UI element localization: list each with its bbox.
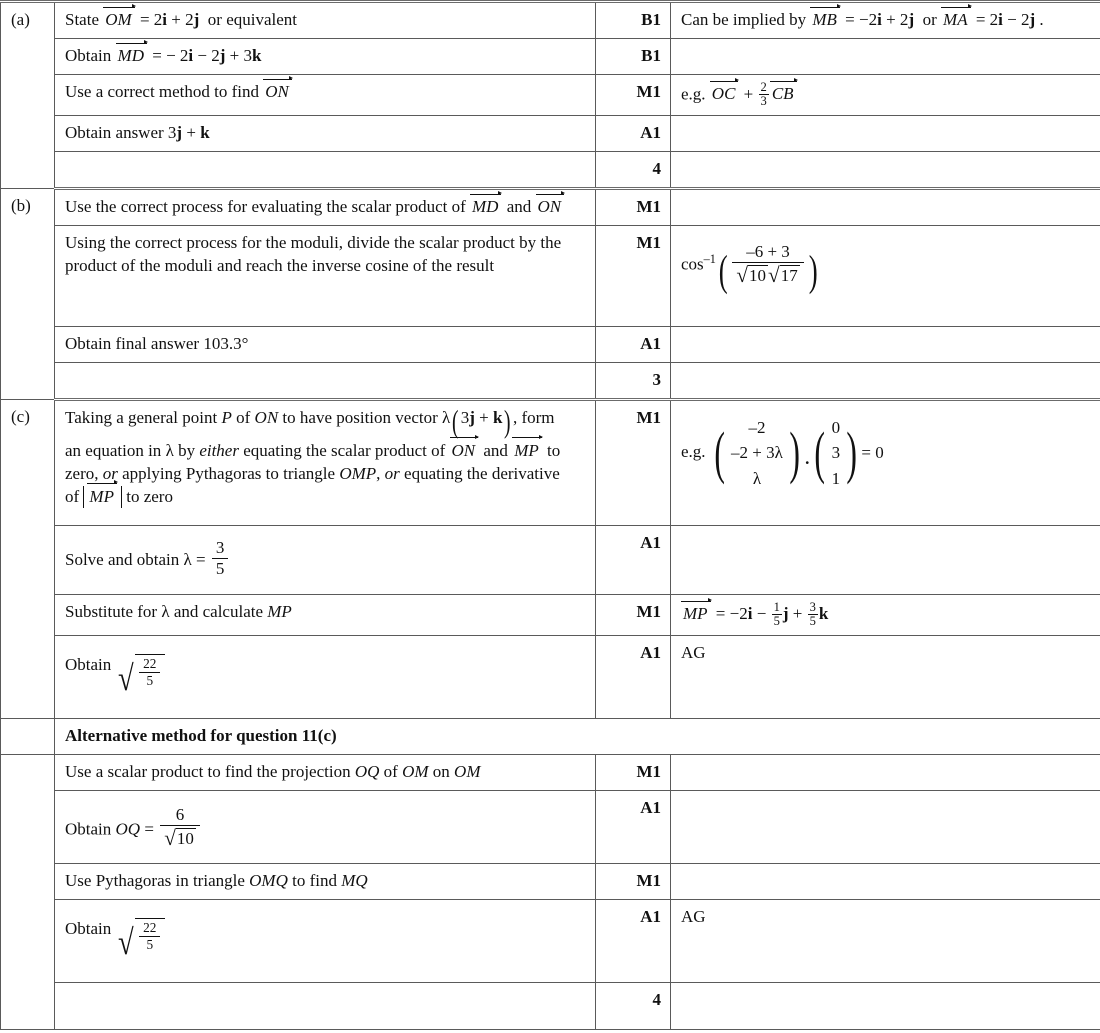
cos-exponent: –1 [703, 251, 716, 266]
radicand [135, 918, 165, 953]
table-row [1, 790, 1100, 863]
note-a4 [671, 116, 1100, 152]
mark-total-a: 4 [596, 151, 671, 188]
fraction-numerator: 1 [773, 599, 780, 614]
lambda-vector-expression: ( 3j + k) [452, 404, 511, 440]
mark-a4: A1 [596, 116, 671, 152]
criterion-b-total [55, 362, 596, 399]
fraction-numerator: 3 [215, 537, 225, 557]
plus-sign: + [739, 84, 758, 104]
right-paren: ) [808, 246, 818, 295]
part-label-c: (c) [1, 399, 55, 718]
mark-c2: A1 [596, 525, 671, 594]
table-row [1, 982, 1100, 1029]
unit-vector-j: j [782, 604, 789, 624]
criterion-text: by [173, 440, 200, 460]
segment-oq: OQ [115, 819, 141, 839]
criterion-b3: Obtain final answer 103.3° [55, 326, 596, 362]
part-label-a: (a) [1, 2, 55, 189]
modulus-bars [83, 486, 122, 509]
dot-product-operator: . [805, 448, 810, 468]
criterion-c1 [55, 399, 596, 525]
vector-entry: –2 + 3λ [731, 443, 783, 463]
fraction-numerator: 22 [143, 655, 157, 671]
criterion-text: Obtain [65, 819, 116, 839]
note-mid-text: = −2i + 2j or [840, 10, 942, 29]
lambda-symbol: λ [442, 407, 451, 427]
left-bracket: ( [814, 419, 826, 485]
criterion-text: Obtain answer 3j + k [65, 123, 210, 143]
criterion-b1 [55, 188, 596, 225]
table-row [1, 362, 1100, 399]
fraction-three-fifths [212, 538, 229, 580]
part-label-b: (b) [1, 188, 55, 399]
unit-vector-k: k [818, 604, 829, 624]
vector-mp: MP [87, 486, 116, 509]
criterion-alt3 [55, 863, 596, 899]
table-row [1, 754, 1100, 790]
criterion-text: and [479, 440, 513, 460]
table-row [1, 116, 1100, 152]
sqrt-10 [164, 826, 196, 852]
mark-total-b: 3 [596, 362, 671, 399]
note-a3 [671, 74, 1100, 115]
criterion-text-tail: = − 2i − 2j + 3k [147, 45, 262, 65]
criterion-line-3 [65, 463, 586, 486]
vector-entry: 0 [831, 417, 841, 437]
vector-mp: MP [681, 603, 710, 626]
criterion-text: Use Pythagoras in triangle [65, 870, 250, 890]
vector-md: MD [116, 45, 146, 68]
vector-entry: 3 [831, 443, 841, 463]
radicand: 17 [780, 265, 798, 285]
criterion-c3 [55, 594, 596, 635]
mp-expression [711, 599, 829, 629]
note-b1 [671, 188, 1100, 225]
criterion-a4 [55, 116, 596, 152]
triangle-omq: OMQ [249, 870, 288, 890]
criterion-text: applying Pythagoras to triangle [117, 463, 340, 483]
vector-oc: OC [710, 83, 738, 106]
criterion-text: equating the scalar product of [238, 440, 450, 460]
radical-sign: √ [736, 263, 749, 288]
criterion-line-2 [65, 440, 586, 463]
fraction-denominator: 3 [760, 94, 767, 109]
criterion-line-1 [65, 404, 586, 440]
mark-c3: M1 [596, 594, 671, 635]
criterion-text: Use the correct process for evaluating the scalar product of [65, 196, 470, 216]
column-vector-entries [830, 415, 843, 492]
lambda-symbol: λ [165, 440, 174, 460]
table-row [1, 899, 1100, 982]
sqrt-22-over-5 [116, 918, 166, 962]
column-vector-2 [810, 415, 861, 492]
part-label-spacer [1, 754, 55, 1029]
emphasis-or: or [384, 463, 400, 483]
column-vector-entries [729, 415, 785, 492]
criterion-a-total [55, 151, 596, 188]
equals-sign: = [140, 819, 159, 839]
segment-oq: OQ [354, 761, 380, 781]
fraction-denominator: 5 [139, 936, 160, 953]
note-c2 [671, 525, 1100, 594]
table-row [1, 74, 1100, 115]
mark-total-c: 4 [596, 982, 671, 1029]
note-b2 [671, 225, 1100, 326]
table-row [1, 525, 1100, 594]
vector-cb: CB [770, 83, 796, 106]
point-p: P [221, 407, 232, 427]
right-bracket: ) [846, 419, 858, 485]
fraction-cos-argument [732, 242, 803, 289]
right-bracket: ) [789, 419, 800, 485]
note-tail-text: = 2i − 2j . [971, 10, 1044, 29]
criterion-text: to have position vector [278, 407, 442, 427]
radicand: 10 [749, 265, 767, 285]
fraction-6-over-sqrt10 [160, 805, 200, 852]
note-alt3 [671, 863, 1100, 899]
vector-md: MD [470, 196, 500, 219]
sqrt-10 [736, 263, 768, 289]
radical-sign: √ [768, 263, 780, 288]
vector-on: ON [263, 81, 291, 104]
criterion-text: Taking a general point [65, 407, 222, 427]
criterion-text: , form [512, 407, 555, 427]
criterion-text: Obtain [65, 918, 116, 938]
radical-sign: √ [164, 826, 176, 851]
criterion-a1 [55, 2, 596, 39]
emphasis-or: or [102, 463, 118, 483]
criterion-text: zero, [65, 463, 103, 483]
vector-entry: λ [752, 468, 762, 488]
note-c-total [671, 982, 1100, 1029]
table-row [1, 326, 1100, 362]
criterion-text: State [65, 10, 104, 29]
table-row [1, 188, 1100, 225]
vector-mp: MP [512, 440, 541, 463]
criterion-alt1 [55, 754, 596, 790]
mark-c1: M1 [596, 399, 671, 525]
criterion-text: Substitute for λ and calculate [65, 601, 268, 621]
triangle-omp: OMP [339, 463, 377, 483]
vector-ma: MA [941, 9, 970, 32]
segment-mp: MP [267, 601, 292, 621]
criterion-text: to zero [121, 486, 173, 506]
sqrt-17 [768, 263, 800, 289]
mark-c4: A1 [596, 635, 671, 718]
sqrt-22-over-5 [116, 654, 166, 698]
table-row [1, 225, 1100, 326]
alternative-method-heading: Alternative method for question 11(c) [55, 718, 1100, 754]
note-alt1 [671, 754, 1100, 790]
criterion-text: on [428, 761, 455, 781]
fraction-numerator: 3 [809, 599, 816, 614]
mark-b2: M1 [596, 225, 671, 326]
fraction-denominator [160, 825, 200, 852]
criterion-c4 [55, 635, 596, 718]
radicand [135, 654, 165, 689]
table-row [1, 718, 1100, 754]
mark-alt3: M1 [596, 863, 671, 899]
fraction-numerator: –6 + 3 [746, 241, 790, 261]
note-alt4: AG [671, 899, 1100, 982]
mark-alt2: A1 [596, 790, 671, 863]
fraction-denominator: 5 [212, 558, 229, 579]
criterion-text: Use a scalar product to find the projection [65, 761, 355, 781]
left-bracket: ( [714, 419, 725, 485]
table-row [1, 151, 1100, 188]
table-row [1, 635, 1100, 718]
criterion-text: to [542, 440, 561, 460]
criterion-alt4 [55, 899, 596, 982]
criterion-text: Obtain [65, 45, 116, 65]
mark-a1: B1 [596, 2, 671, 39]
segment-on: ON [254, 407, 279, 427]
table-row [1, 2, 1100, 39]
segment-om: OM [402, 761, 429, 781]
radicand: 10 [176, 828, 194, 848]
fraction-denominator: 5 [773, 614, 780, 629]
criterion-text: , [376, 463, 385, 483]
criterion-text-tail: = 2i + 2j or equivalent [135, 10, 298, 29]
inverse-cosine-expression [681, 241, 820, 295]
table-row [1, 863, 1100, 899]
mark-alt4: A1 [596, 899, 671, 982]
table-row [1, 399, 1100, 525]
radical-sign: √ [117, 657, 134, 698]
vector-entry: 1 [831, 468, 841, 488]
mark-b1: M1 [596, 188, 671, 225]
part-label-spacer [1, 718, 55, 754]
mark-a2: B1 [596, 38, 671, 74]
note-b3 [671, 326, 1100, 362]
note-text: e.g. [681, 84, 710, 104]
criterion-text: of [231, 407, 255, 427]
cos-function-name: cos [681, 254, 704, 274]
note-c1 [671, 399, 1100, 525]
criterion-line-4 [65, 486, 586, 509]
table-row [1, 594, 1100, 635]
criterion-text: of [379, 761, 403, 781]
note-alt2 [671, 790, 1100, 863]
column-vector-1 [710, 415, 804, 492]
mark-b3: A1 [596, 326, 671, 362]
fraction-22-over-5 [139, 920, 160, 953]
criterion-text: Solve and obtain λ = [65, 549, 210, 569]
note-c3 [671, 594, 1100, 635]
criterion-text: of [65, 486, 84, 506]
mark-a3: M1 [596, 74, 671, 115]
fraction-numerator: 2 [760, 79, 767, 94]
fraction-numerator: 6 [175, 804, 185, 824]
fraction-22-over-5 [139, 656, 160, 689]
note-b-total [671, 362, 1100, 399]
criterion-conjunction: and [502, 196, 536, 216]
vector-on: ON [450, 440, 478, 463]
criterion-text: Obtain [65, 654, 116, 674]
mark-alt1: M1 [596, 754, 671, 790]
criterion-text: Use a correct method to find [65, 81, 264, 101]
note-a1 [671, 2, 1100, 39]
criterion-a2 [55, 38, 596, 74]
note-a2 [671, 38, 1100, 74]
radical-sign: √ [117, 921, 134, 962]
fraction-denominator: 5 [139, 672, 160, 689]
note-text: Can be implied by [681, 10, 811, 29]
eg-label: e.g. [681, 441, 710, 461]
fraction-denominator [732, 262, 803, 289]
vector-entry: –2 [748, 417, 766, 437]
table-row [1, 38, 1100, 74]
segment-mq: MQ [341, 870, 368, 890]
emphasis-either: either [199, 440, 239, 460]
left-paren: ( [718, 246, 728, 295]
fraction-denominator: 5 [809, 614, 816, 629]
criterion-alt2 [55, 790, 596, 863]
equals-minus-2i: = −2i − [711, 604, 771, 624]
segment-om: OM [454, 761, 481, 781]
criterion-a3 [55, 74, 596, 115]
vector-on: ON [536, 196, 564, 219]
fraction-two-thirds [759, 81, 769, 109]
criterion-text: an equation in [65, 440, 166, 460]
dot-product-equation [681, 415, 884, 492]
note-a-total [671, 151, 1100, 188]
plus-sign: + [788, 604, 807, 624]
note-c4: AG [671, 635, 1100, 718]
fraction-three-fifths [808, 601, 818, 629]
criterion-text: equating the derivative [399, 463, 560, 483]
vector-mb: MB [810, 9, 839, 32]
fraction-one-fifth [772, 601, 782, 629]
criterion-text: to find [287, 870, 342, 890]
vector-om: OM [103, 9, 133, 32]
criterion-b2: Using the correct process for the moduli, divide the scalar product by the product of the moduli and reach the inverse cosine of the result [55, 225, 596, 326]
fraction-numerator: 22 [143, 919, 157, 935]
criterion-c-total [55, 982, 596, 1029]
equals-zero: = 0 [861, 442, 884, 462]
criterion-c2 [55, 525, 596, 594]
